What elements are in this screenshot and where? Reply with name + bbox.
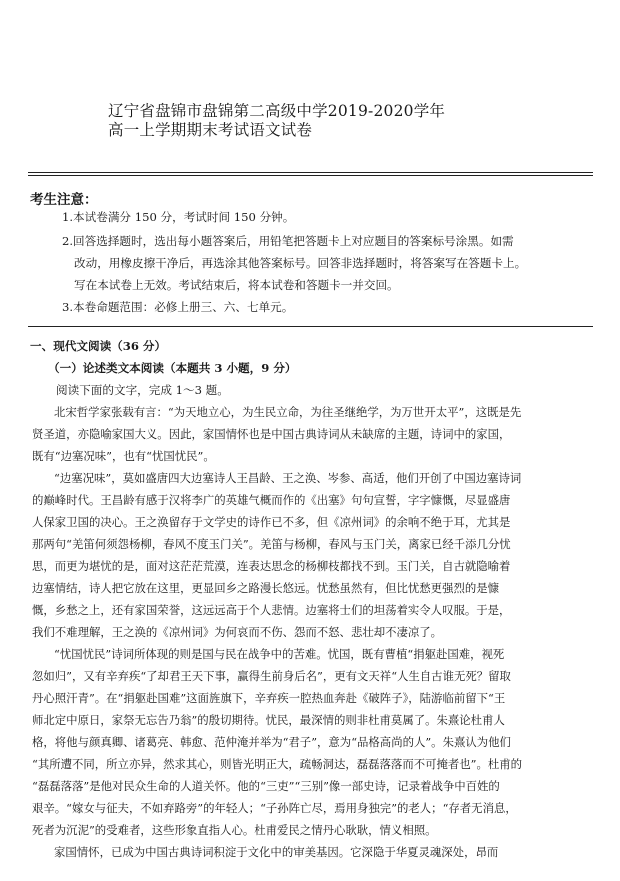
paragraph-line: 格，将他与颜真卿、诸葛亮、韩愈、范仲淹并举为“君子”，意为“品格高尚的人”。朱熹认为他们 — [32, 735, 511, 749]
paragraph-line: 我们不难理解，王之涣的《凉州词》为何哀而不伤、怨而不怒、悲壮却不凄凉了。 — [32, 625, 443, 639]
paragraph-line: 的巅峰时代。王昌龄有感于汉将李广的英雄气概而作的《出塞》句句宣誓，字字慷慨，尽显盛唐 — [32, 493, 511, 507]
exam-title — [108, 102, 445, 140]
paragraph-3 — [32, 643, 594, 841]
paragraph-line: “忧国忧民”诗词所体现的则是国与民在战争中的苦难。忧国，既有曹植“捐躯赴国难，视死 — [54, 647, 505, 661]
notice-divider — [28, 326, 593, 327]
paragraph-line: 死者为沉泥”的受难者，这些形象直指人心。杜甫爱民之情丹心耿耿，情义相照。 — [32, 823, 437, 837]
section-heading: 一、现代文阅读（36 分） — [30, 339, 167, 353]
notice-heading: 考生注意： — [30, 192, 98, 208]
notice-item-2-cont-2: 写在本试卷上无效。考试结束后，将本试卷和答题卡一并交回。 — [74, 278, 399, 292]
paragraph-line: 家国情怀，已成为中国古典诗词积淀于文化中的审美基因。它深隐于华夏灵魂深处，昂而 — [54, 845, 499, 859]
notice-item-2: 2.回答选择题时，选出每小题答案后，用铅笔把答题卡上对应题目的答案标号涂黑。如需 — [62, 234, 514, 248]
paragraph-line: 贤圣道，亦隐喻家国大义。因此，家国情怀也是中国古典诗词从未缺席的主题，诗词中的家国， — [32, 427, 511, 441]
notice-item-2-cont-1: 改动，用橡皮擦干净后，再选涂其他答案标号。回答非选择题时，将答案写在答题卡上。 — [74, 256, 527, 270]
paragraph-line: 边塞情结，诗人把它放在这里，更显回乡之路漫长悠远。忧愁虽然有，但比忧愁更强烈的是慷 — [32, 581, 500, 595]
paragraph-line: 思，而更为堪忧的是，面对这茫茫荒漠，连表达思念的杨柳枝都找不到。玉门关，自古就隐喻着 — [32, 559, 511, 573]
paragraph-line: 既有“边塞况味”，也有“忧国忧民”。 — [32, 449, 215, 463]
paragraph-line: 人保家卫国的决心。王之涣留存于文学史的诗作已不多，但《凉州词》的余响不绝于耳，尤其是 — [32, 515, 511, 529]
reading-instruction: 阅读下面的文字，完成 1～3 题。 — [56, 383, 229, 397]
paragraph-4 — [32, 841, 594, 863]
paragraph-line: 北宋哲学家张载有言：“为天地立心，为生民立命，为往圣继绝学，为万世开太平”，这既是先 — [54, 405, 522, 419]
paragraph-line: 那两句“羌笛何须怨杨柳，春风不度玉门关”。羌笛与杨柳，春风与玉门关，离家已经千添几分忧 — [32, 537, 511, 551]
paragraph-line: 忽如归”，又有辛弃疾“了却君王天下事，赢得生前身后名”，更有文天祥“人生自古谁无死？留取 — [32, 669, 511, 683]
top-divider-thin — [28, 175, 593, 176]
paragraph-2 — [32, 467, 594, 643]
notice-item-3: 3.本卷命题范围：必修上册三、六、七单元。 — [62, 300, 294, 314]
paragraph-line: 师北定中原日，家祭无忘告乃翁”的殷切期待。忧民，最深情的则非杜甫莫属了。朱熹论杜甫人 — [32, 713, 505, 727]
paragraph-line: 丹心照汗青”。在“捐躯赴国难”这面旌旗下，辛弃疾一腔热血奔赴《破阵子》，陆游临前留下“王 — [32, 691, 506, 705]
exam-title-line-2: 高一上学期期末考试语文试卷 — [108, 121, 313, 139]
paragraph-line: 慨，乡愁之上，还有家国荣誉，这远远高于个人悲情。边塞将士们的坦荡着实令人叹服。于是， — [32, 603, 511, 617]
exam-title-line-1: 辽宁省盘锦市盘锦第二高级中学2019-2020学年 — [108, 102, 446, 120]
top-divider-thick — [28, 172, 593, 173]
paragraph-line: 艰辛。“嫁女与征夫，不如弃路旁”的年轻人；“子孙阵亡尽，焉用身独完”的老人；“存者无消息， — [32, 801, 517, 815]
notice-item-1: 1.本试卷满分 150 分，考试时间 150 分钟。 — [62, 210, 295, 224]
paragraph-line: “磊磊落落”是他对民众生命的人道关怀。他的“三吏”“三别”像一部史诗，记录着战争中百姓的 — [32, 779, 500, 793]
paragraph-line: “其所遭不同，所立亦异，然求其心，则皆光明正大，疏畅洞达，磊磊落落而不可掩者也”。杜甫的 — [32, 757, 523, 771]
sub-section-heading: （一）论述类文本阅读（本题共 3 小题，9 分） — [48, 361, 297, 375]
paragraph-1 — [32, 401, 594, 467]
paragraph-line: “边塞况味”，莫如盛唐四大边塞诗人王昌龄、王之涣、岑参、高适，他们开创了中国边塞诗词 — [54, 471, 522, 485]
